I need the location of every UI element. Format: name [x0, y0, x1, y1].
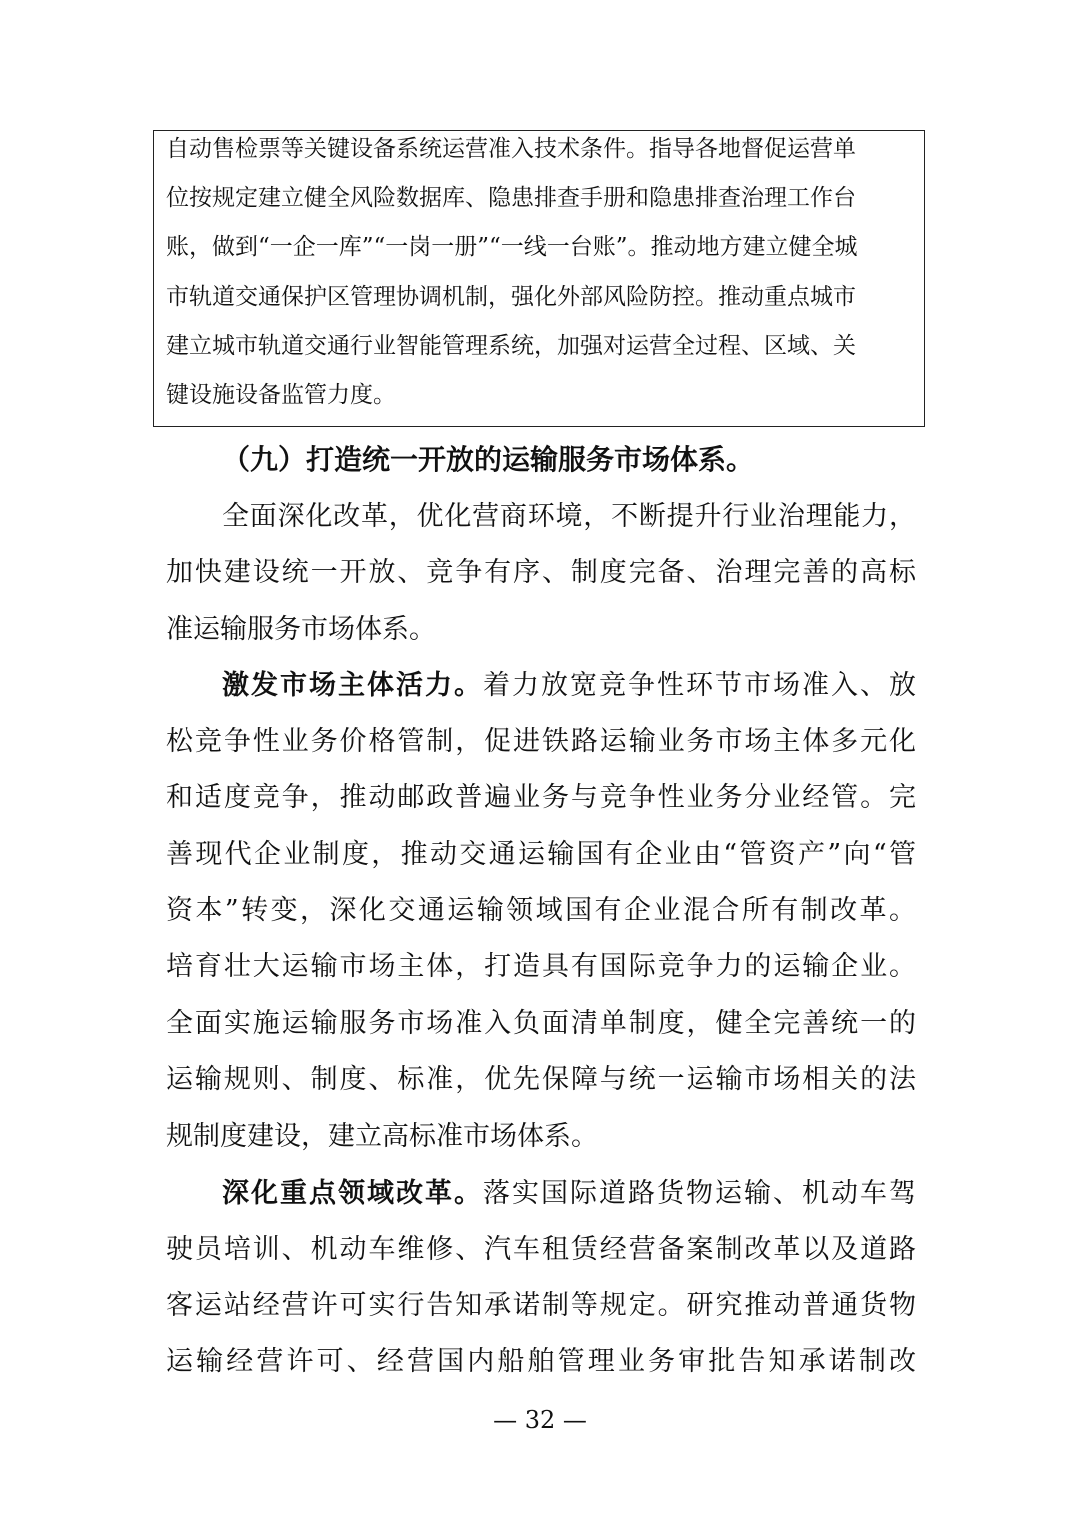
boxed-line: 位按规定建立健全风险数据库、隐患排查手册和隐患排查治理工作台	[166, 185, 856, 211]
boxed-line: 账，做到“一企一库”“一岗一册”“一线一台账”。推动地方建立健全城	[166, 234, 858, 260]
boxed-line: 键设施设备监管力度。	[166, 382, 396, 408]
paragraph-line: 善现代企业制度，推动交通运输国有企业由“管资产”向“管	[166, 839, 916, 870]
paragraph-line: 培育壮大运输市场主体，打造具有国际竞争力的运输企业。	[166, 951, 916, 982]
paragraph-line: 和适度竞争，推动邮政普遍业务与竞争性业务分业经管。完	[166, 782, 916, 813]
paragraph-line: 全面实施运输服务市场准入负面清单制度，健全完善统一的	[166, 1008, 916, 1039]
page-number: — 32 —	[493, 1406, 587, 1434]
paragraph-line: 资本”转变，深化交通运输领域国有企业混合所有制改革。	[166, 895, 916, 926]
paragraph-line: 客运站经营许可实行告知承诺制等规定。研究推动普通货物	[166, 1290, 916, 1321]
section-heading: （九）打造统一开放的运输服务市场体系。	[222, 443, 755, 476]
paragraph-line: 驶员培训、机动车维修、汽车租赁经营备案制改革以及道路	[166, 1234, 916, 1265]
paragraph-line: 加快建设统一开放、竞争有序、制度完备、治理完善的高标	[166, 557, 916, 588]
boxed-line: 自动售检票等关键设备系统运营准入技术条件。指导各地督促运营单	[166, 136, 856, 162]
paragraph-line: 准运输服务市场体系。	[166, 614, 436, 645]
paragraph-line: 松竞争性业务价格管制，促进铁路运输业务市场主体多元化	[166, 726, 916, 757]
paragraph-text: 落实国际道路货物运输、机动车驾	[483, 1178, 916, 1209]
boxed-line: 市轨道交通保护区管理协调机制，强化外部风险防控。推动重点城市	[166, 284, 856, 310]
paragraph-text: 着力放宽竞争性环节市场准入、放	[483, 670, 916, 701]
paragraph-line: 运输经营许可、经营国内船舶管理业务审批告知承诺制改	[166, 1346, 916, 1377]
paragraph-line: 规制度建设，建立高标准市场体系。	[166, 1121, 598, 1152]
paragraph-line	[222, 1174, 916, 1214]
paragraph-line	[222, 666, 916, 706]
paragraph-line: 全面深化改革，优化营商环境，不断提升行业治理能力，	[222, 501, 916, 532]
paragraph-line: 运输规则、制度、标准，优先保障与统一运输市场相关的法	[166, 1064, 916, 1095]
paragraph-lead: 深化重点领域改革。	[222, 1178, 483, 1209]
boxed-line: 建立城市轨道交通行业智能管理系统，加强对运营全过程、区域、关	[166, 333, 856, 359]
boxed-paragraph	[153, 130, 925, 427]
paragraph-lead: 激发市场主体活力。	[222, 670, 483, 701]
